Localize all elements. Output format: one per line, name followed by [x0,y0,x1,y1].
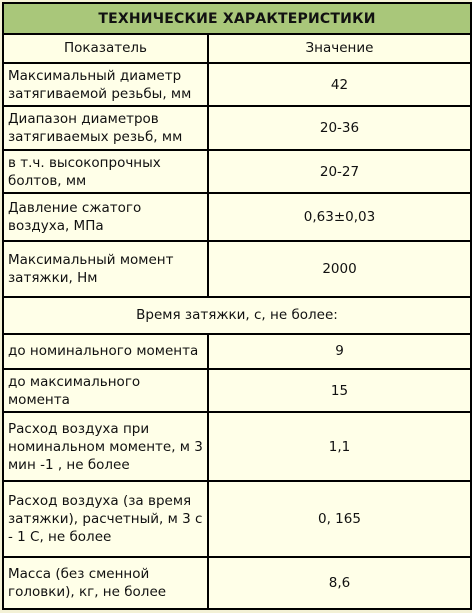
parameter-cell: Максимальный диаметр затягиваемой резьбы, мм [3,63,208,106]
table-row [3,334,471,369]
parameter-cell: Давление сжатого воздуха, МПа [3,193,208,241]
table-row [3,557,471,609]
table-row [3,63,471,106]
value-cell: 0,63±0,03 [208,193,471,241]
value-cell: 42 [208,63,471,106]
column-header-parameter: Показатель [3,34,208,63]
value-cell: 1,1 [208,412,471,480]
parameter-cell: Расход воздуха при номинальном моменте, м 3 мин -1 , не более [3,412,208,480]
parameter-cell: Максимальный момент затяжки, Нм [3,241,208,297]
table-row [3,481,471,558]
column-header-row [3,34,471,63]
parameter-cell: до максимального момента [3,369,208,412]
table-row [3,106,471,149]
value-cell: 9 [208,334,471,369]
parameter-cell: в т.ч. высокопрочных болтов, мм [3,150,208,193]
parameter-cell: Диапазон диаметров затягиваемых резьб, мм [3,106,208,149]
table-row [3,412,471,480]
parameter-cell: до номинального момента [3,334,208,369]
section-label: Время затяжки, с, не более: [3,297,471,334]
table-row [3,193,471,241]
value-cell: 2000 [208,241,471,297]
column-header-value: Значение [208,34,471,63]
specifications-table [2,2,472,610]
table-title-row [3,3,471,34]
table-row [3,241,471,297]
value-cell: 20-36 [208,106,471,149]
value-cell: 15 [208,369,471,412]
parameter-cell: Расход воздуха (за время затяжки), расчетный, м 3 с - 1 С, не более [3,481,208,558]
parameter-cell: Масса (без сменной головки), кг, не более [3,557,208,609]
section-header-row [3,297,471,334]
value-cell: 0, 165 [208,481,471,558]
table-row [3,150,471,193]
value-cell: 20-27 [208,150,471,193]
table-row [3,369,471,412]
value-cell: 8,6 [208,557,471,609]
table-title: ТЕХНИЧЕСКИЕ ХАРАКТЕРИСТИКИ [3,3,471,34]
